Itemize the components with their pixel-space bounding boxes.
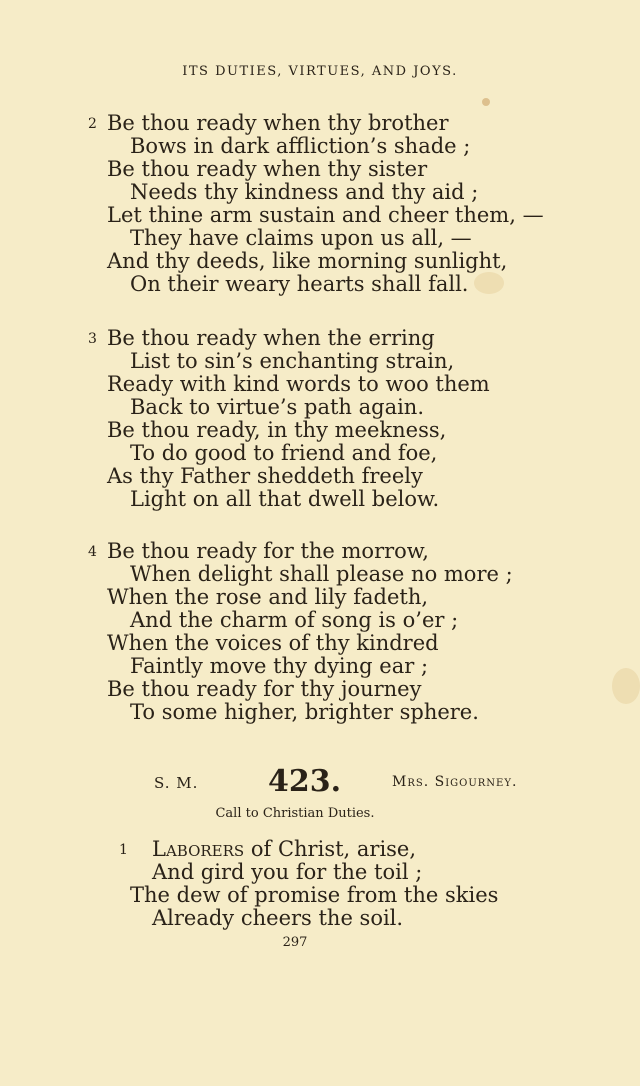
verse-line: And gird you for the toil ;	[152, 860, 423, 884]
stanza-number: 1	[119, 842, 128, 858]
verse-line: Be thou ready when thy brother	[107, 111, 449, 135]
verse-line: As thy Father sheddeth freely	[107, 464, 423, 488]
verse-line: Be thou ready for the morrow,	[107, 539, 429, 563]
verse-line: Bows in dark affliction’s shade ;	[130, 134, 471, 158]
verse-line: Light on all that dwell below.	[130, 487, 440, 511]
verse-line: When delight shall please no more ;	[130, 562, 513, 586]
running-head: ITS DUTIES, VIRTUES, AND JOYS.	[182, 64, 458, 79]
hymn-number: 423.	[268, 764, 342, 799]
paper-stain	[482, 98, 490, 106]
hymn-header	[0, 764, 640, 798]
hymn-meter: S. M.	[154, 774, 199, 792]
verse-line: They have claims upon us all, —	[130, 226, 472, 250]
verse-line: Faintly move thy dying ear ;	[130, 654, 429, 678]
verse-line: To some higher, brighter sphere.	[130, 700, 479, 724]
verse-line: And the charm of song is o’er ;	[130, 608, 459, 632]
hymn-title: Call to Christian Duties.	[215, 806, 375, 821]
first-word: Laborers	[152, 837, 245, 861]
verse-line: The dew of promise from the skies	[130, 883, 499, 907]
hymn-author: Mrs. Sigourney.	[392, 774, 518, 790]
verse-line: List to sin’s enchanting strain,	[130, 349, 455, 373]
verse-line: Be thou ready when the erring	[107, 326, 435, 350]
verse-line: Needs thy kindness and thy aid ;	[130, 180, 479, 204]
verse-line: Let thine arm sustain and cheer them, —	[107, 203, 544, 227]
verse-line: Be thou ready for thy journey	[107, 677, 422, 701]
verse-line: Be thou ready, in thy meekness,	[107, 418, 447, 442]
verse-line: Ready with kind words to woo them	[107, 372, 490, 396]
stanza-number: 2	[88, 116, 97, 132]
verse-line: When the rose and lily fadeth,	[107, 585, 429, 609]
verse-line: When the voices of thy kindred	[107, 631, 439, 655]
verse-line: On their weary hearts shall fall.	[130, 272, 469, 296]
stanza-number: 3	[88, 331, 97, 347]
verse-line: Be thou ready when thy sister	[107, 157, 428, 181]
verse-line: Already cheers the soil.	[152, 906, 404, 930]
verse-line: Back to virtue’s path again.	[130, 395, 425, 419]
page-number: 297	[282, 935, 308, 950]
verse-line	[152, 838, 416, 861]
verse-line: And thy deeds, like morning sunlight,	[107, 249, 508, 273]
verse-line: To do good to friend and foe,	[130, 441, 438, 465]
stanza-number: 4	[88, 544, 97, 560]
paper-stain	[474, 272, 504, 294]
paper-stain	[612, 668, 640, 704]
first-line-rest: of Christ, arise,	[244, 837, 417, 861]
